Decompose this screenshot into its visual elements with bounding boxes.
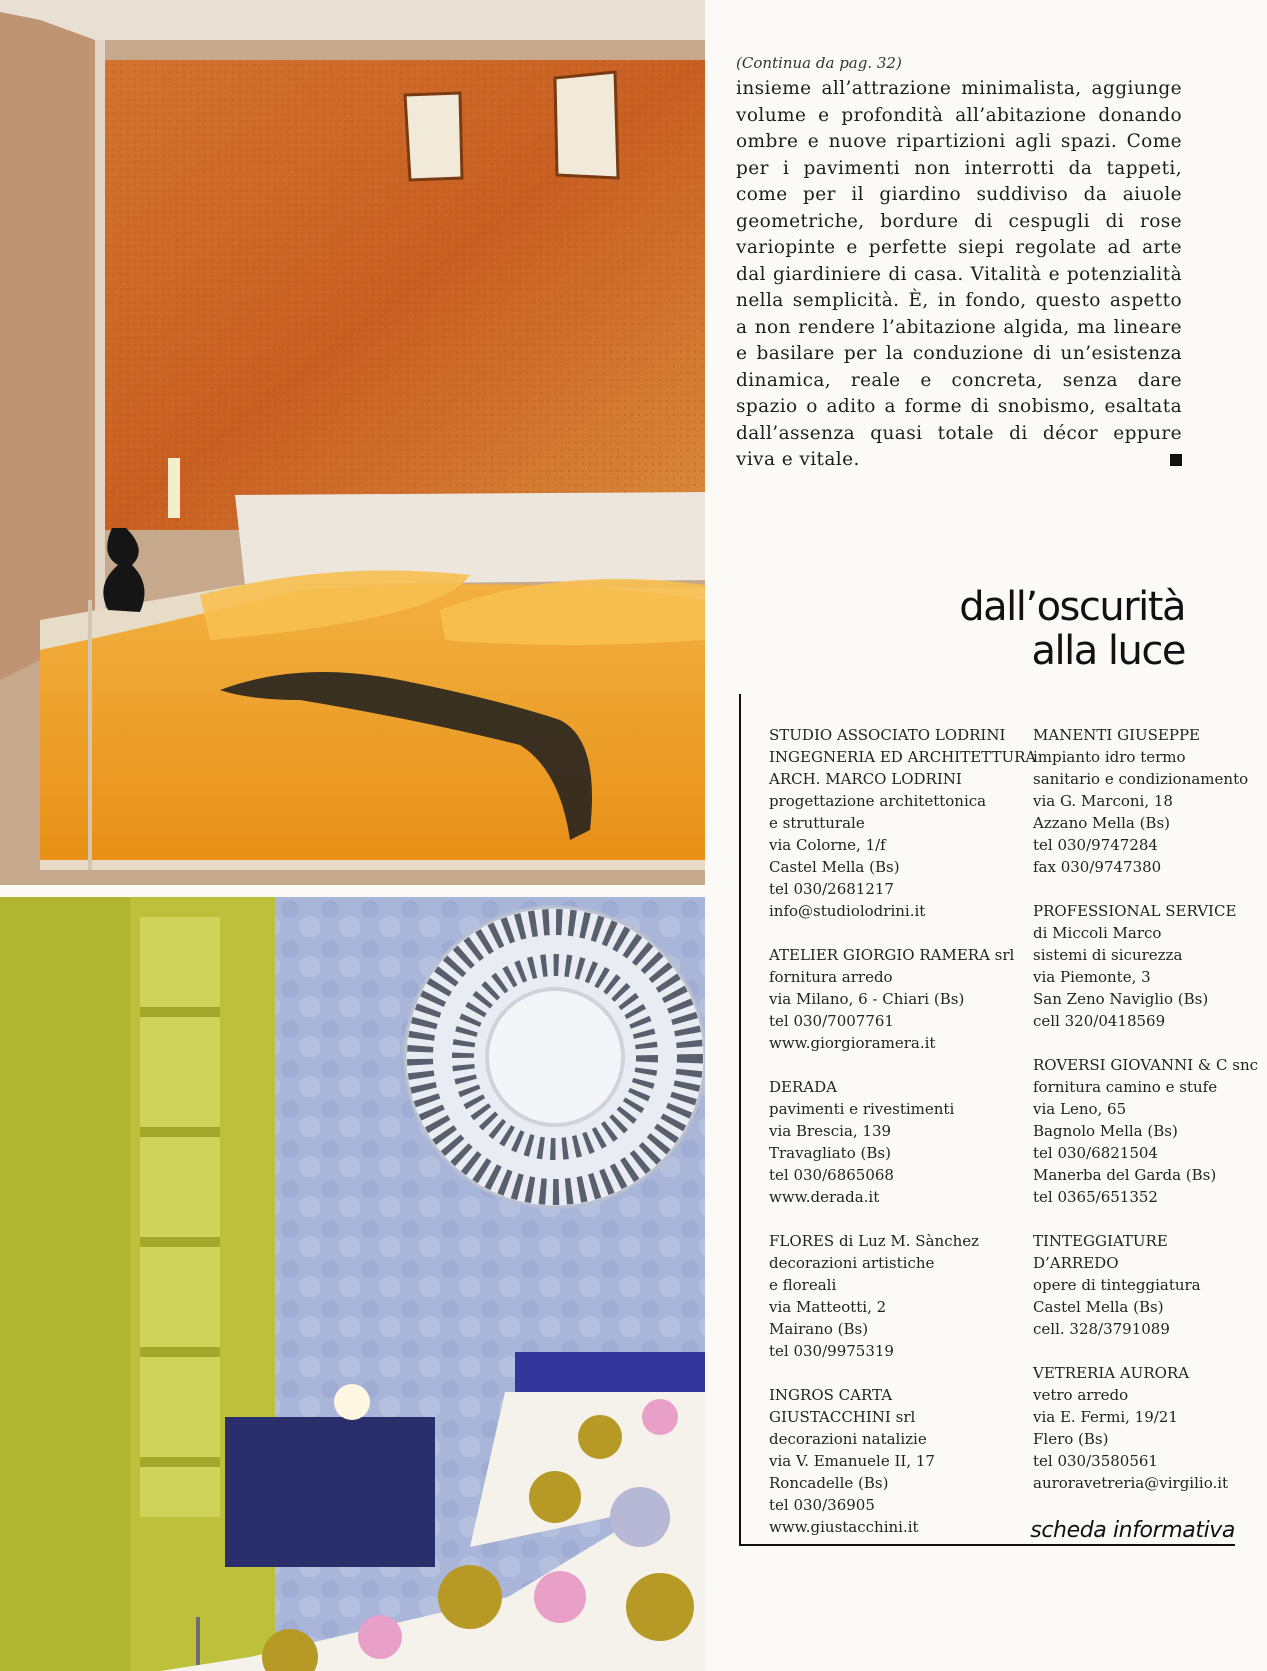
directory-entry (769, 1076, 1009, 1208)
directory-line: ROVERSI GIOVANNI & C snc (1033, 1056, 1259, 1074)
directory-entry (1033, 1054, 1263, 1208)
blue-bedroom-illustration (0, 897, 705, 1671)
directory-line: TINTEGGIATURE (1033, 1232, 1168, 1250)
headline-line-1: dall’oscurità (959, 584, 1185, 630)
directory-line: tel 030/3580561 (1033, 1452, 1158, 1470)
directory-line: D’ARREDO (1033, 1254, 1119, 1272)
directory-line: decorazioni artistiche (769, 1254, 935, 1272)
directory-line: sanitario e condizionamento (1033, 770, 1249, 788)
directory-line: tel 0365/651352 (1033, 1188, 1158, 1206)
orange-bedroom-illustration (0, 0, 705, 885)
directory-entry (769, 1384, 1009, 1538)
directory-entry (769, 944, 1015, 1054)
directory-column-right (1033, 724, 1263, 1516)
directory-line: opere di tinteggiatura (1033, 1276, 1201, 1294)
headboard (235, 492, 705, 585)
nightstand (225, 1417, 435, 1567)
directory-line: Castel Mella (Bs) (769, 858, 900, 876)
directory-entry (1033, 1362, 1263, 1494)
directory-line: INGROS CARTA (769, 1386, 893, 1404)
directory-line: Travagliato (Bs) (769, 1144, 891, 1162)
directory-line: tel 030/9975319 (769, 1342, 894, 1360)
directory-line: MANENTI GIUSEPPE (1033, 726, 1200, 744)
blue-headboard (515, 1352, 705, 1392)
photo-blue-bedroom (0, 897, 705, 1671)
directory-line: via Leno, 65 (1033, 1100, 1127, 1118)
directory-line: e strutturale (769, 814, 865, 832)
directory-line: tel 030/7007761 (769, 1012, 894, 1030)
end-square-icon (1170, 454, 1182, 466)
directory-line: cell. 328/3791089 (1033, 1320, 1170, 1338)
directory-line: fornitura camino e stufe (1033, 1078, 1218, 1096)
directory-line: DERADA (769, 1078, 837, 1096)
directory-line: Azzano Mella (Bs) (1033, 814, 1171, 832)
directory-line: www.derada.it (769, 1188, 880, 1206)
directory-line: fornitura arredo (769, 968, 893, 986)
directory-line: tel 030/36905 (769, 1496, 875, 1514)
directory-entry (769, 1230, 1009, 1362)
lamp (334, 1384, 370, 1420)
directory-entry (1033, 900, 1263, 1032)
directory-line: via Colorne, 1/f (769, 836, 886, 854)
headline-line-2: alla luce (1031, 628, 1185, 674)
directory-line: FLORES di Luz M. Sànchez (769, 1232, 980, 1250)
directory-line: fax 030/9747380 (1033, 858, 1162, 876)
directory-line: VETRERIA AURORA (1033, 1364, 1190, 1382)
wall-niche (555, 72, 618, 178)
directory-line: Castel Mella (Bs) (1033, 1298, 1164, 1316)
directory-line: pavimenti e rivestimenti (769, 1100, 955, 1118)
directory-line: San Zeno Naviglio (Bs) (1033, 990, 1209, 1008)
directory-line: tel 030/2681217 (769, 880, 894, 898)
directory-line: vetro arredo (1033, 1386, 1129, 1404)
directory-line: cell 320/0418569 (1033, 1012, 1166, 1030)
directory-line: Bagnolo Mella (Bs) (1033, 1122, 1178, 1140)
directory-line: via V. Emanuele II, 17 (769, 1452, 935, 1470)
directory-line: tel 030/6821504 (1033, 1144, 1158, 1162)
directory-line: di Miccoli Marco (1033, 924, 1162, 942)
directory-line: PROFESSIONAL SERVICE (1033, 902, 1237, 920)
directory-line: decorazioni natalizie (769, 1430, 927, 1448)
directory-line: via Brescia, 139 (769, 1122, 892, 1140)
directory-line: via G. Marconi, 18 (1033, 792, 1173, 810)
directory-column-left (769, 724, 1037, 1560)
directory-line: progettazione architettonica (769, 792, 987, 810)
directory-line: impianto idro termo (1033, 748, 1186, 766)
directory-line: STUDIO ASSOCIATO LODRINI (769, 726, 1006, 744)
directory-line: e floreali (769, 1276, 837, 1294)
directory-line: via Piemonte, 3 (1033, 968, 1151, 986)
directory-line: tel 030/9747284 (1033, 836, 1158, 854)
directory-line: via Matteotti, 2 (769, 1298, 887, 1316)
directory-line: www.giustacchini.it (769, 1518, 919, 1536)
directory-line: GIUSTACCHINI srl (769, 1408, 916, 1426)
article-body (736, 76, 1182, 474)
continued-note: (Continua da pag. 32) (736, 54, 902, 72)
directory-line: INGEGNERIA ED ARCHITETTURA (769, 748, 1037, 766)
directory-entry (1033, 1230, 1263, 1340)
wall-niche (405, 93, 462, 180)
wall-light (168, 458, 180, 518)
section-headline (880, 585, 1185, 673)
directory-line: Mairano (Bs) (769, 1320, 869, 1338)
directory-line: tel 030/6865068 (769, 1166, 894, 1184)
photo-orange-bedroom (0, 0, 705, 885)
directory-line: ATELIER GIORGIO RAMERA srl (769, 946, 1015, 964)
directory-line: sistemi di sicurezza (1033, 946, 1183, 964)
directory-entry (1033, 724, 1263, 878)
directory-entry (769, 724, 1037, 922)
directory-line: Manerba del Garda (Bs) (1033, 1166, 1217, 1184)
directory-line: Flero (Bs) (1033, 1430, 1109, 1448)
directory-line: www.giorgioramera.it (769, 1034, 936, 1052)
directory-line: Roncadelle (Bs) (769, 1474, 889, 1492)
directory-line: info@studiolodrini.it (769, 902, 926, 920)
directory-line: ARCH. MARCO LODRINI (769, 770, 962, 788)
footer-label: scheda informativa (1030, 1518, 1235, 1543)
article-paragraph: insieme all’attrazione minimalista, aggiunge volume e profondità all’abitazione donando ombre e nuove ripartizioni agli spazi. Come per i pavimenti non interrotti da tappeti, come per il giardino suddiviso da aiuole geometriche, bordure di cespugli di rose variopinte e perfette siepi regolate ad arte dal giardiniere di casa. Vitalità e potenzialità nella semplicità. È, in fondo, questo aspetto a non rendere l’abitazione algida, ma lineare e basilare per la conduzione di un’esistenza dinamica, reale e concreta, senza dare spazio o adito a forme di snobismo, esaltata dall’assenza quasi totale di décor eppure viva e vitale. (736, 78, 1182, 470)
info-box-vertical-rule (739, 694, 741, 1546)
sunburst-mirror (405, 907, 705, 1207)
directory-line: auroravetreria@virgilio.it (1033, 1474, 1229, 1492)
directory-line: via E. Fermi, 19/21 (1033, 1408, 1178, 1426)
directory-line: via Milano, 6 - Chiari (Bs) (769, 990, 965, 1008)
